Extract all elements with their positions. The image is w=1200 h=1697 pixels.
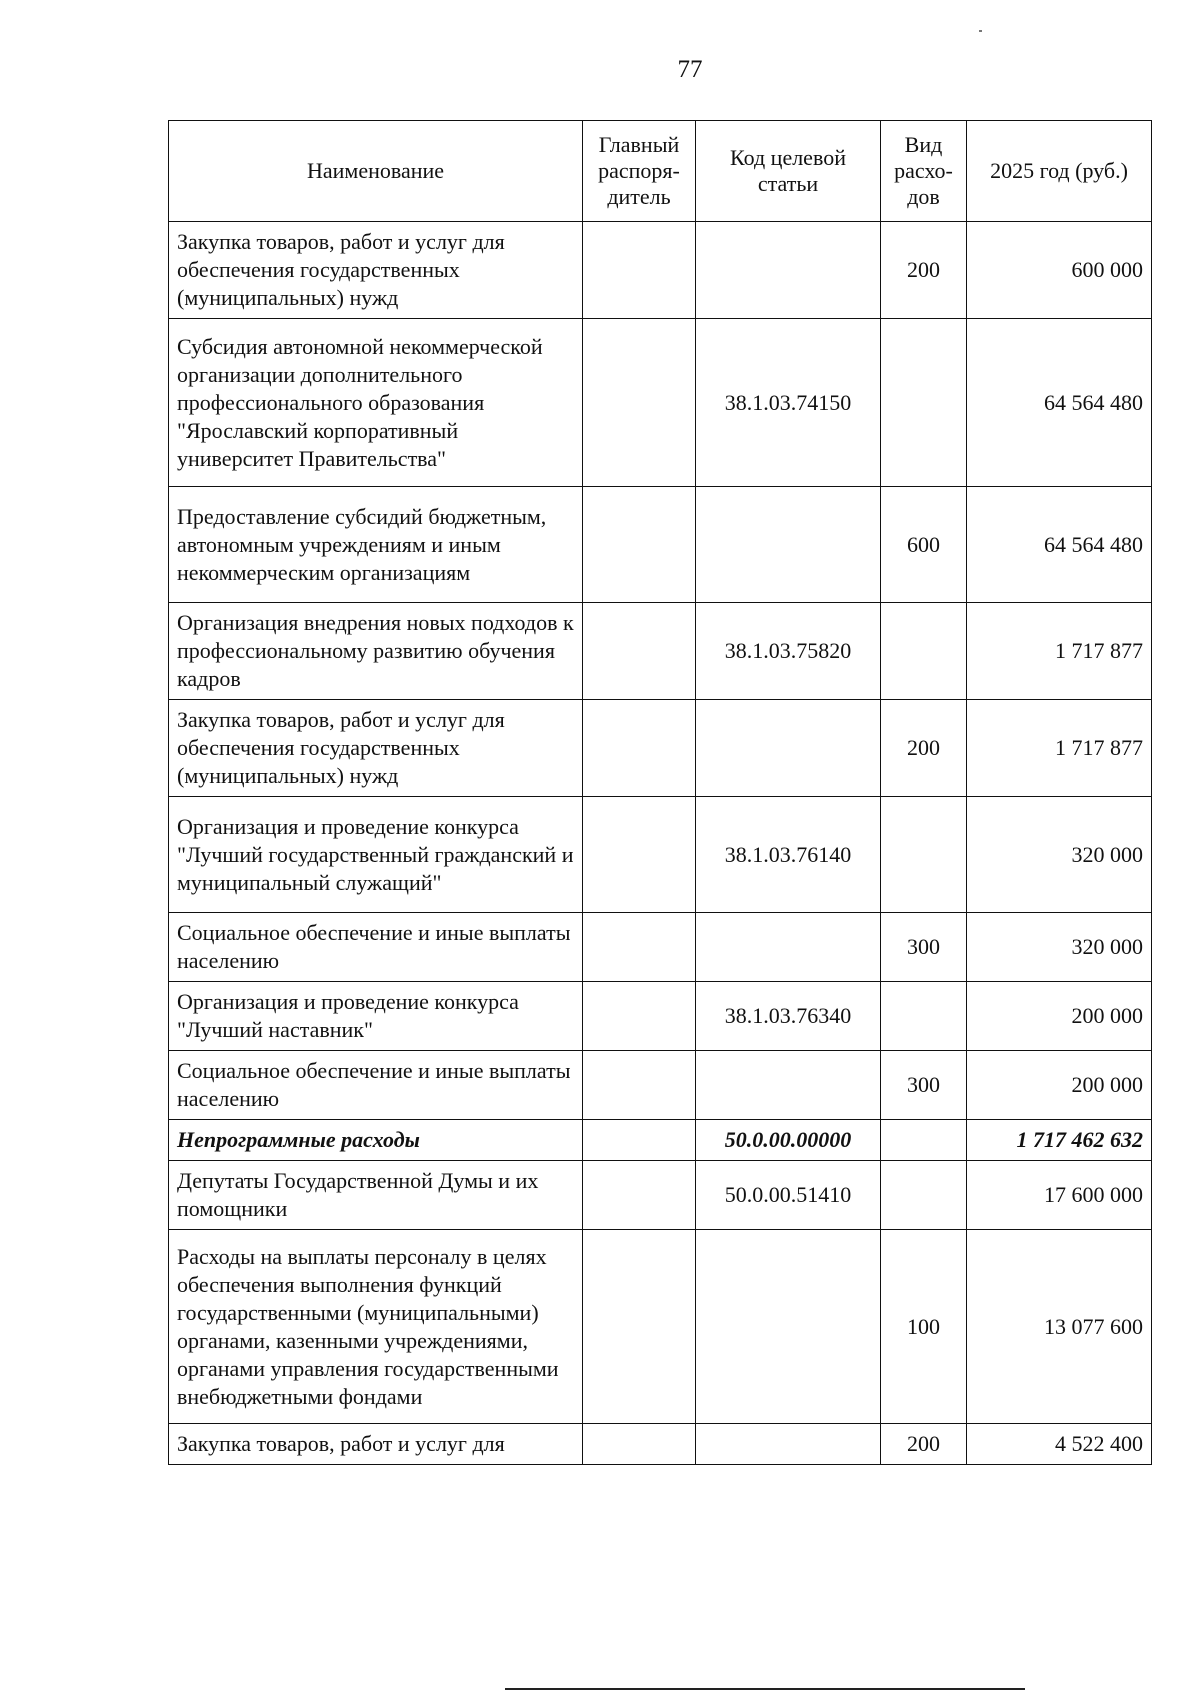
row-amount-cell: 200 000 [967,1051,1152,1120]
scan-speck [979,30,982,32]
row-name-cell: Расходы на выплаты персоналу в целях обеспечения выполнения функций государственными (муниципальными) органами, казенными учреждениями, органами управления государственными внебюджетными фондами [169,1230,583,1424]
row-name-cell: Организация внедрения новых подходов к профессиональному развитию обучения кадров [169,603,583,700]
row-code-cell: 38.1.03.76140 [696,797,881,913]
row-type-cell: 100 [881,1230,967,1424]
row-manager-cell [583,913,696,982]
row-type-cell [881,797,967,913]
header-amount: 2025 год (руб.) [967,121,1152,222]
row-code-cell: 38.1.03.74150 [696,319,881,487]
table-row [169,982,1152,1051]
row-manager-cell [583,222,696,319]
row-name-cell: Закупка товаров, работ и услуг для обеспечения государственных (муниципальных) нужд [169,700,583,797]
row-amount-cell: 17 600 000 [967,1161,1152,1230]
row-type-cell [881,982,967,1051]
row-code-cell [696,913,881,982]
table-row [169,319,1152,487]
table-row [169,1230,1152,1424]
budget-table [168,120,1151,1465]
row-type-cell [881,319,967,487]
row-type-cell [881,1161,967,1230]
row-type-cell: 200 [881,1424,967,1465]
row-name-cell: Субсидия автономной некоммерческой организации дополнительного профессионального образования "Ярославский корпоративный университет Правительства" [169,319,583,487]
header-type: Вид расхо-дов [881,121,967,222]
table-row [169,797,1152,913]
table-row [169,487,1152,603]
page-number: 77 [677,56,703,83]
row-manager-cell [583,1051,696,1120]
row-name-cell: Организация и проведение конкурса "Лучший государственный гражданский и муниципальный служащий" [169,797,583,913]
row-code-cell: 50.0.00.51410 [696,1161,881,1230]
row-manager-cell [583,319,696,487]
row-code-cell: 38.1.03.75820 [696,603,881,700]
table-row [169,603,1152,700]
table-body [169,222,1152,1465]
row-manager-cell [583,700,696,797]
row-amount-cell: 320 000 [967,797,1152,913]
row-type-cell: 600 [881,487,967,603]
row-type-cell: 200 [881,222,967,319]
row-amount-cell: 200 000 [967,982,1152,1051]
row-code-cell: 38.1.03.76340 [696,982,881,1051]
row-manager-cell [583,797,696,913]
row-code-cell: 50.0.00.00000 [696,1120,881,1161]
row-name-cell: Депутаты Государственной Думы и их помощники [169,1161,583,1230]
row-type-cell [881,603,967,700]
row-amount-cell: 64 564 480 [967,319,1152,487]
row-name-cell: Социальное обеспечение и иные выплаты населению [169,913,583,982]
table-row [169,1120,1152,1161]
row-type-cell [881,1120,967,1161]
page-bottom-line [505,1688,1025,1690]
row-code-cell [696,1230,881,1424]
header-code: Код целевой статьи [696,121,881,222]
row-name-cell: Закупка товаров, работ и услуг для обеспечения государственных (муниципальных) нужд [169,222,583,319]
table-row [169,1424,1152,1465]
row-code-cell [696,1424,881,1465]
row-name-cell: Предоставление субсидий бюджетным, автономным учреждениям и иным некоммерческим организациям [169,487,583,603]
table-row [169,700,1152,797]
row-manager-cell [583,487,696,603]
table-row [169,222,1152,319]
row-type-cell: 300 [881,1051,967,1120]
row-name-cell: Закупка товаров, работ и услуг для [169,1424,583,1465]
row-code-cell [696,700,881,797]
table-row [169,1161,1152,1230]
row-manager-cell [583,982,696,1051]
row-manager-cell [583,1161,696,1230]
table-header-row [169,121,1152,222]
row-manager-cell [583,1424,696,1465]
row-type-cell: 300 [881,913,967,982]
row-code-cell [696,487,881,603]
row-manager-cell [583,1120,696,1161]
row-name-cell: Социальное обеспечение и иные выплаты населению [169,1051,583,1120]
row-amount-cell: 1 717 462 632 [967,1120,1152,1161]
row-amount-cell: 600 000 [967,222,1152,319]
row-type-cell: 200 [881,700,967,797]
row-amount-cell: 1 717 877 [967,700,1152,797]
row-amount-cell: 13 077 600 [967,1230,1152,1424]
row-manager-cell [583,603,696,700]
table-row [169,913,1152,982]
row-name-cell: Организация и проведение конкурса "Лучший наставник" [169,982,583,1051]
row-code-cell [696,1051,881,1120]
row-manager-cell [583,1230,696,1424]
row-amount-cell: 320 000 [967,913,1152,982]
header-name: Наименование [169,121,583,222]
row-amount-cell: 1 717 877 [967,603,1152,700]
row-amount-cell: 4 522 400 [967,1424,1152,1465]
row-name-cell: Непрограммные расходы [169,1120,583,1161]
table-row [169,1051,1152,1120]
header-manager: Главный распоря-дитель [583,121,696,222]
row-amount-cell: 64 564 480 [967,487,1152,603]
row-code-cell [696,222,881,319]
